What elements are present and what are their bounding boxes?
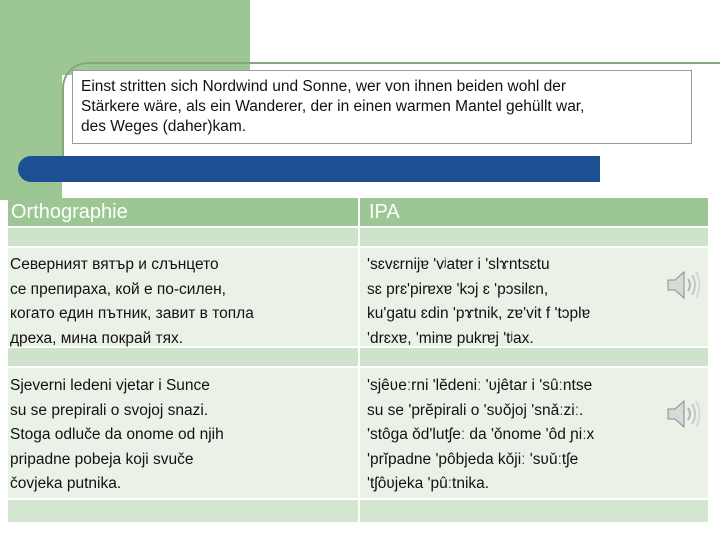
ipa-text [367, 253, 590, 351]
footer-cell [8, 500, 360, 524]
text-line: 'sjêʋeːrni 'lĕdeniː 'ʋjêtar i 'sûːntse [367, 377, 593, 394]
ipa-cell-bulgarian [360, 248, 710, 348]
quote-box [72, 70, 692, 144]
header-ipa [360, 198, 710, 228]
text-line: Sjeverni ledeni vjetar i Sunce [10, 377, 210, 394]
text-line: се препираха, кой е по-силен, [10, 280, 226, 298]
text-line: 'tʃôʋjeka 'pûːtnika. [367, 475, 490, 493]
text-line: дреха, мина покрай тях. [10, 329, 184, 347]
quote-line: Stärkere wäre, als ein Wanderer, der in einen warmen Mantel gehüllt war, [81, 98, 585, 115]
quote-line: Einst stritten sich Nordwind und Sonne, wer von ihnen beiden wohl der [81, 78, 567, 95]
header-orthography [8, 198, 360, 228]
spacer-cell [360, 228, 710, 248]
text-line: čovjeka putnika. [10, 475, 122, 493]
quote-line: des Weges (daher)kam. [81, 118, 247, 135]
orthography-cell-bulgarian [8, 248, 360, 348]
spacer-cell [8, 228, 360, 248]
orthography-text [10, 374, 224, 497]
ipa-cell-croatian [360, 368, 710, 500]
text-line: Stoga odluče da onome od njih [10, 426, 224, 444]
header-label: Orthographie [11, 201, 128, 223]
orthography-cell-croatian [8, 368, 360, 500]
text-line: sɛ prɛ'pirɐxɐ 'kɔj ɛ 'pɔsilɛn, [367, 280, 549, 298]
ipa-text [367, 374, 594, 497]
title-bar-decoration [18, 156, 600, 182]
text-line: когато един пътник, завит в топла [10, 305, 254, 323]
spacer-cell [8, 348, 360, 368]
text-line: 'sɛvɛrnijɐ 'vʲatɐr i 'slɤntsɛtu [367, 256, 550, 273]
text-line: Северният вятър и слънцето [10, 256, 219, 273]
spacer-cell [360, 348, 710, 368]
footer-cell [360, 500, 710, 524]
text-line: su se prepirali o svojoj snazi. [10, 401, 209, 419]
header-label: IPA [369, 201, 400, 223]
comparison-table [8, 198, 710, 524]
text-line: 'stôɡa ǒd'lutʃeː da 'ǒnome 'ôd ɲiːx [367, 426, 595, 444]
speaker-icon[interactable] [662, 393, 704, 435]
orthography-text [10, 253, 254, 351]
text-line: pripadne pobeja koji svuče [10, 450, 194, 468]
text-line: 'prĭpadne 'pôbjeda kǒjiː 'sʋǔːtʃe [367, 450, 579, 468]
text-line: 'drɛxɐ, 'minɐ pukrɐj 'tʲax. [367, 329, 534, 347]
text-line: su se 'prĕpirali o 'sʋǒjoj 'snǎːziː. [367, 401, 584, 419]
speaker-icon[interactable] [662, 264, 704, 306]
text-line: ku'gatu ɛdin 'pɤtnik, zɐ'vit f 'tɔplɐ [367, 305, 591, 323]
